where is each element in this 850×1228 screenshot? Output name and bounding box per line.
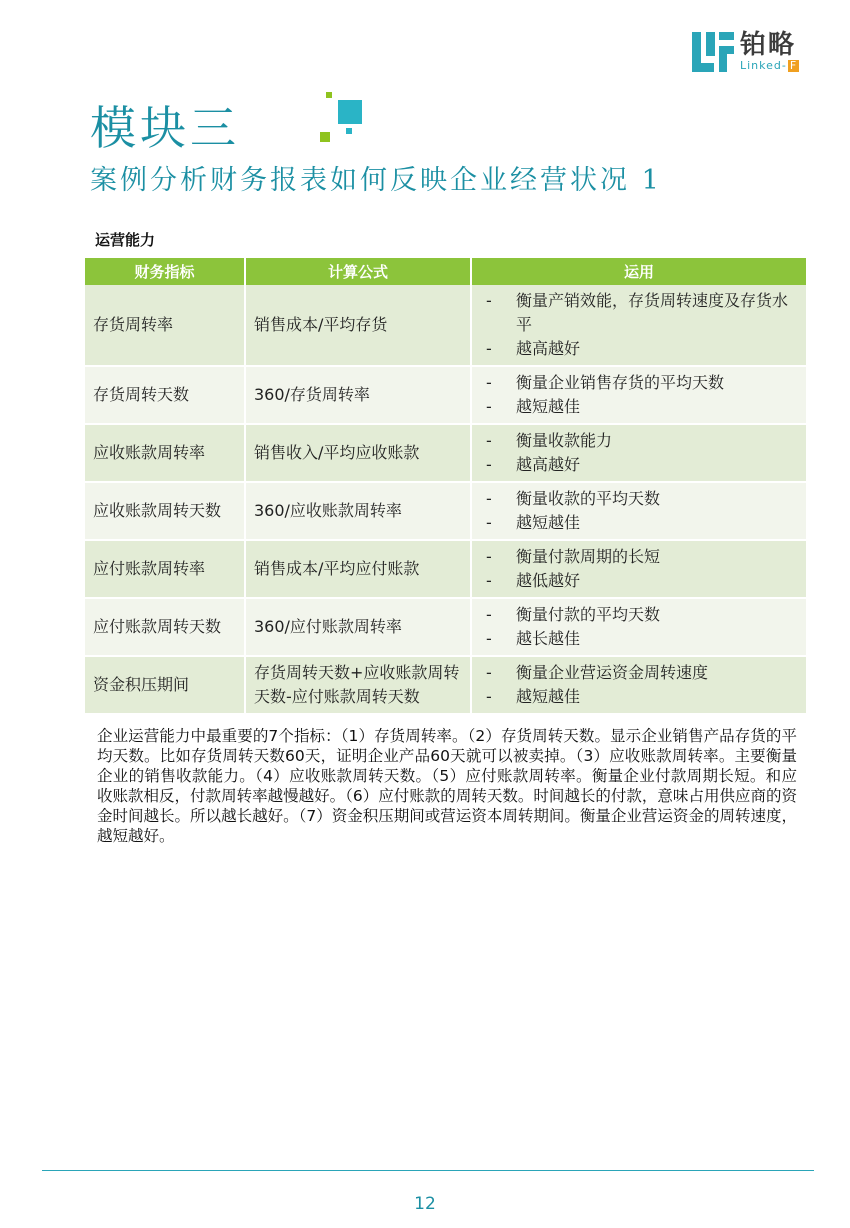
uses-cell [471, 285, 806, 366]
metric-cell: 存货周转天数 [85, 366, 245, 424]
brand-sub-text: Linked- [740, 59, 787, 72]
formula-cell: 存货周转天数+应收账款周转天数-应付账款周转天数 [245, 656, 471, 714]
use-item: - 衡量付款的平均天数 [480, 603, 798, 627]
use-item: - 越短越佳 [480, 395, 798, 419]
metric-cell: 应收账款周转天数 [85, 482, 245, 540]
table-row [85, 482, 806, 540]
formula-cell: 360/应付账款周转率 [245, 598, 471, 656]
table-row [85, 424, 806, 482]
formula-cell: 销售收入/平均应收账款 [245, 424, 471, 482]
decor-square [320, 132, 330, 142]
uses-cell [471, 656, 806, 714]
brand-sub [740, 60, 799, 72]
use-item: - 衡量收款能力 [480, 429, 798, 453]
use-item: - 衡量企业销售存货的平均天数 [480, 371, 798, 395]
uses-cell [471, 424, 806, 482]
table-row [85, 540, 806, 598]
use-item: - 衡量企业营运资金周转速度 [480, 661, 798, 685]
use-item: - 越短越佳 [480, 685, 798, 709]
uses-cell [471, 598, 806, 656]
use-item: - 衡量收款的平均天数 [480, 487, 798, 511]
formula-cell: 360/应收账款周转率 [245, 482, 471, 540]
metric-cell: 应付账款周转率 [85, 540, 245, 598]
operations-table [85, 258, 806, 715]
use-item: - 越低越好 [480, 569, 798, 593]
formula-cell: 销售成本/平均应付账款 [245, 540, 471, 598]
module-title: 模块三 [90, 101, 240, 155]
metric-cell: 资金积压期间 [85, 656, 245, 714]
section-label: 运营能力 [95, 231, 156, 249]
page-subtitle: 案例分析财务报表如何反映企业经营状况 1 [90, 165, 662, 196]
column-header: 运用 [471, 258, 806, 285]
uses-cell [471, 540, 806, 598]
brand-sub-badge: F [789, 59, 798, 72]
use-item: - 衡量付款周期的长短 [480, 545, 798, 569]
brand-name: 铂略 [740, 30, 797, 60]
table-row [85, 285, 806, 366]
decor-square [326, 92, 332, 98]
formula-cell: 360/存货周转率 [245, 366, 471, 424]
table-row [85, 656, 806, 714]
column-header: 计算公式 [245, 258, 471, 285]
use-item: - 衡量产销效能，存货周转速度及存货水平 [480, 289, 798, 337]
table-row [85, 366, 806, 424]
decor-square [346, 128, 352, 134]
formula-cell: 销售成本/平均存货 [245, 285, 471, 366]
uses-cell [471, 482, 806, 540]
linked-f-logo-icon [692, 32, 734, 72]
page-number: 12 [414, 1194, 436, 1214]
table-row [85, 598, 806, 656]
use-item: - 越短越佳 [480, 511, 798, 535]
table-header-row [85, 258, 806, 285]
column-header: 财务指标 [85, 258, 245, 285]
footer-divider [42, 1170, 814, 1171]
decor-square [338, 100, 362, 124]
uses-cell [471, 366, 806, 424]
use-item: - 越长越佳 [480, 627, 798, 651]
use-item: - 越高越好 [480, 337, 798, 361]
metric-cell: 应收账款周转率 [85, 424, 245, 482]
brand-logo [692, 30, 812, 74]
metric-cell: 应付账款周转天数 [85, 598, 245, 656]
metric-cell: 存货周转率 [85, 285, 245, 366]
summary-paragraph: 企业运营能力中最重要的7个指标：（1）存货周转率。（2）存货周转天数。显示企业销售产品存货的平均天数。比如存货周转天数60天，证明企业产品60天就可以被卖掉。（3）应收账款周转率。主要衡量企业的销售收款能力。（4）应收账款周转天数。（5）应付账款周转率。衡量企业付款周期长短。和应收账款相反，付款周转率越慢越好。（6）应付账款的周转天数。时间越长的付款，意味占用供应商的资金时间越长。所以越长越好。（7）资金积压期间或营运资本周转期间。衡量企业营运资金的周转速度，越短越好。 [97, 727, 797, 845]
use-item: - 越高越好 [480, 453, 798, 477]
